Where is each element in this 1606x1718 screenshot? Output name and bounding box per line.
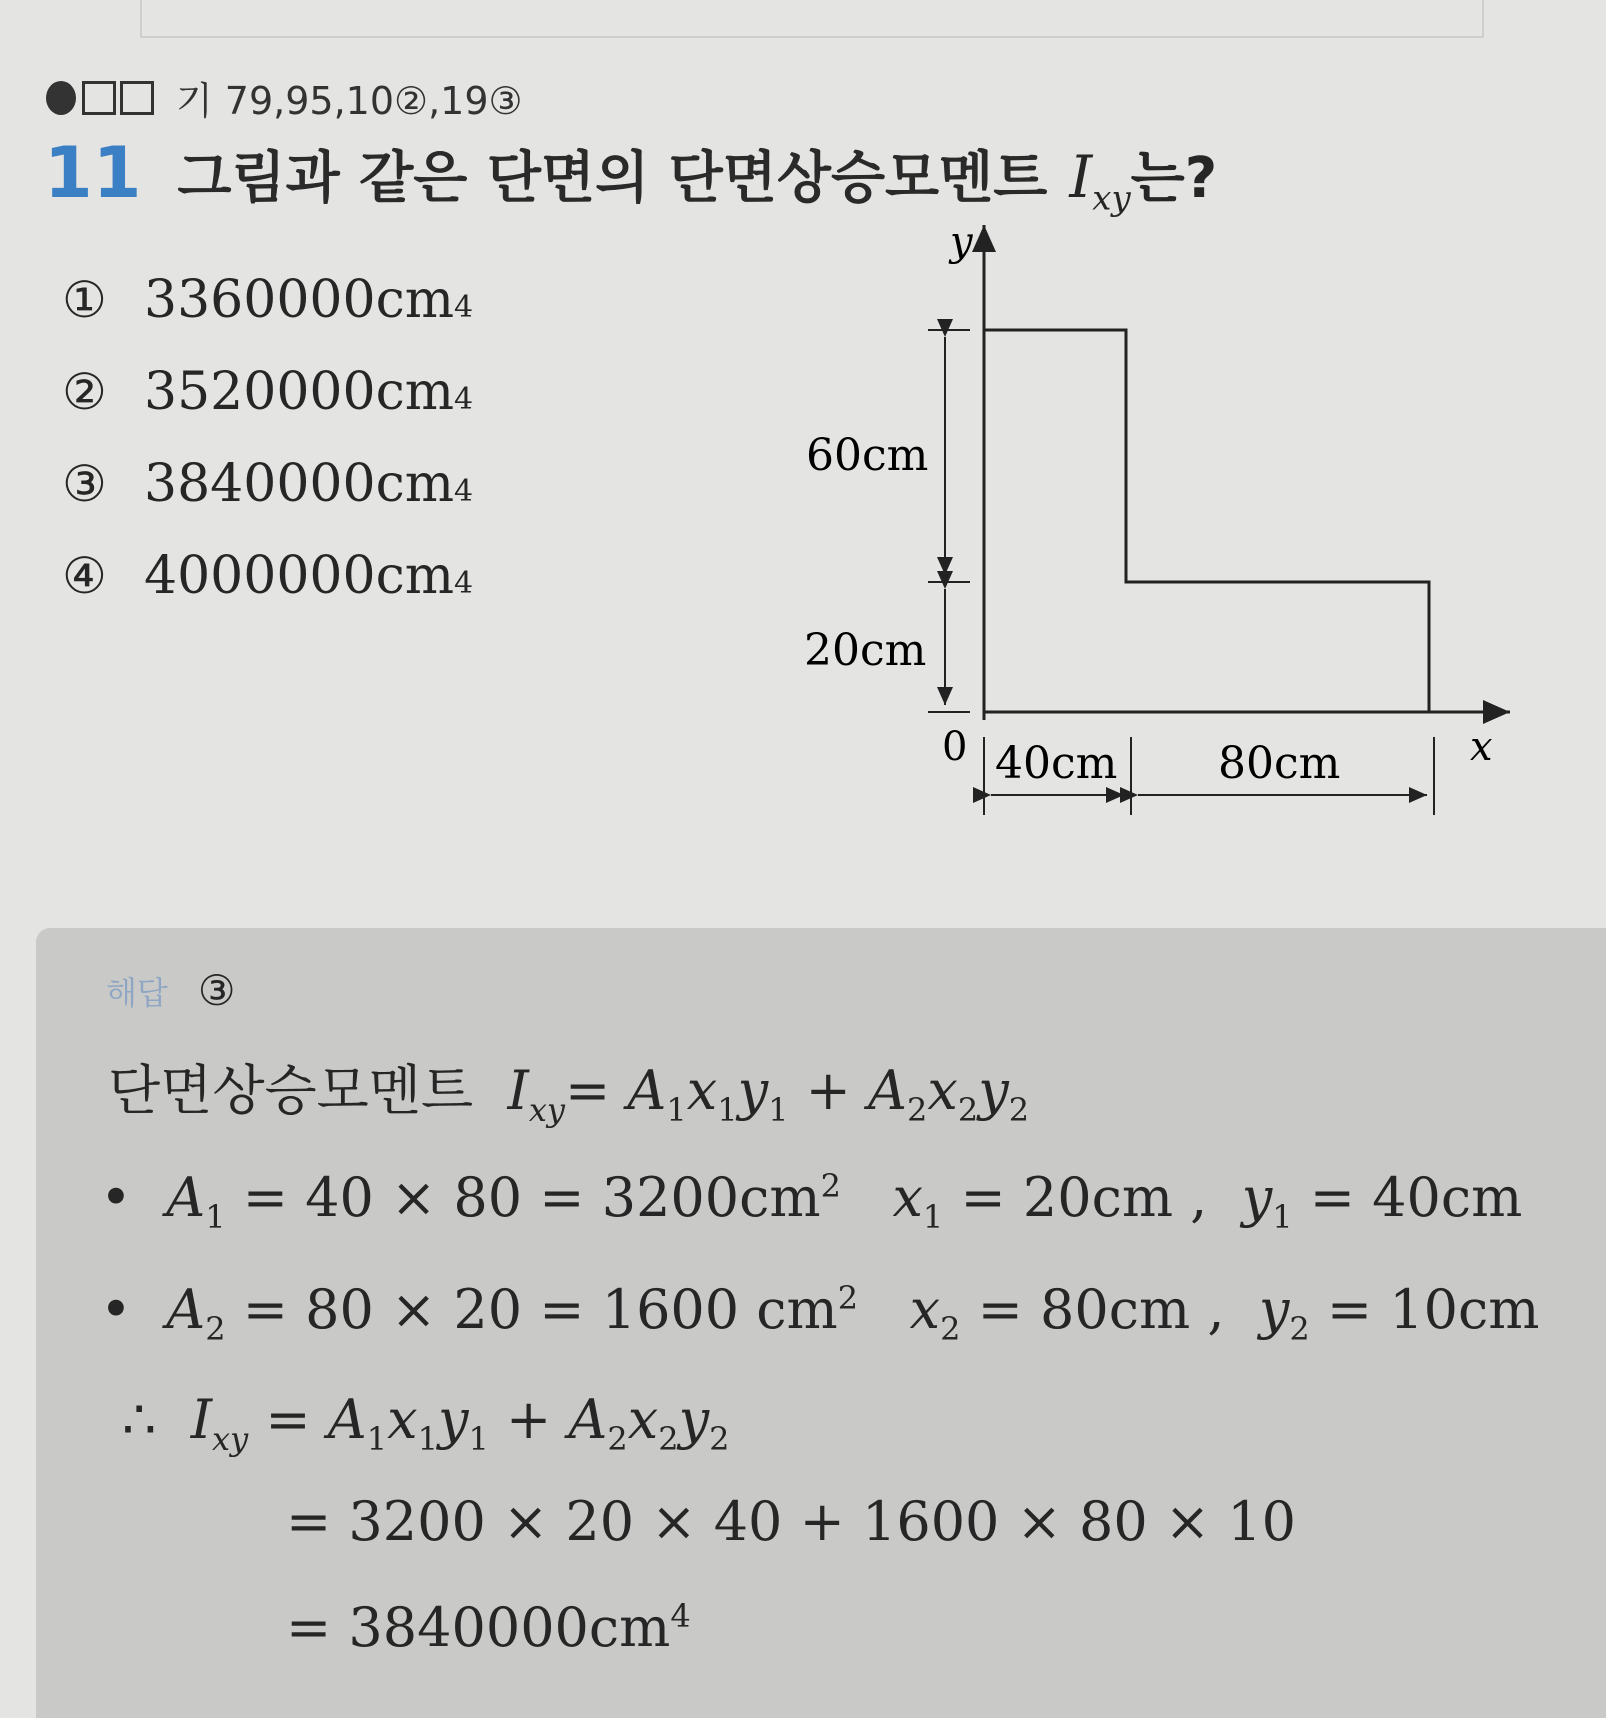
a1-line: • $A_1 = 40 \times 80 = 3200cm^2$ $x_1 = 20cm$ , $y_1 = 40cm$ xyxy=(100,1166,1523,1236)
previous-question-frame xyxy=(140,0,1484,38)
solution-answer: ③ xyxy=(197,966,236,1015)
a2-line: • $A_2 = 80 \times 20 = 1600$ $cm^2$ $x_2 = 80cm$ , $y_2 = 10cm$ xyxy=(100,1278,1540,1348)
dim-label-60: 60cm xyxy=(806,430,929,481)
question-title xyxy=(44,132,1217,219)
option-4[interactable]: ④ 4000000cm 4 xyxy=(62,546,474,606)
solution-tag: 해답 xyxy=(106,973,168,1012)
therefore-line: ∴ $I_{xy} = A_1x_1y_1 + A_2x_2y_2$ xyxy=(122,1388,730,1458)
exam-source: 기 79,95,10②,19③ xyxy=(176,79,523,123)
result-line: = $3840000cm^4$ xyxy=(286,1596,691,1659)
option-3[interactable]: ③ 3840000cm 4 xyxy=(62,454,474,514)
dim-label-20: 20cm xyxy=(804,625,927,676)
question-meta xyxy=(46,70,523,125)
origin-label: 0 xyxy=(942,724,968,770)
checkbox-icon[interactable] xyxy=(82,81,116,115)
solution-box xyxy=(36,928,1606,1718)
dim-label-40: 40cm xyxy=(995,738,1118,789)
l-shape-section xyxy=(984,330,1429,712)
question-ending: 는? xyxy=(1130,146,1218,211)
question-symbol: $I_{xy}$ xyxy=(1069,143,1131,219)
solution-header xyxy=(106,966,235,1015)
x-axis-label: x xyxy=(1470,724,1493,770)
answer-options xyxy=(62,270,473,638)
question-number: 11 xyxy=(44,132,142,214)
option-1[interactable]: ① 3360000cm 4 xyxy=(62,270,474,330)
cross-section-figure xyxy=(760,215,1520,835)
y-axis-label: y xyxy=(950,219,973,265)
dim-label-80: 80cm xyxy=(1218,738,1341,789)
difficulty-icon xyxy=(46,81,76,115)
checkbox-icon[interactable] xyxy=(120,81,154,115)
calc-line: = 3200 × 20 × 40 + 1600 × 80 × 10 xyxy=(286,1490,1296,1553)
formula-line: 단면상승모멘트 $I_{xy}= A_1x_1y_1 + A_2x_2y_2$ xyxy=(108,1059,1030,1129)
question-text: 그림과 같은 단면의 단면상승모멘트 xyxy=(177,146,1048,211)
option-2[interactable]: ② 3520000cm 4 xyxy=(62,362,474,422)
